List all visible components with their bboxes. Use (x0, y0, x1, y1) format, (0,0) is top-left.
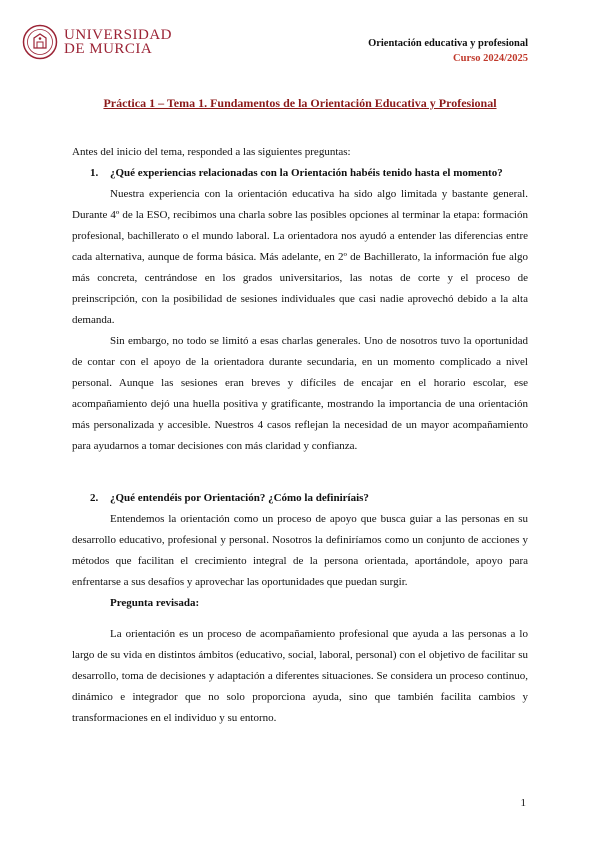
question-text: ¿Qué experiencias relacionadas con la Orientación habéis tenido hasta el momento? (110, 167, 503, 179)
document-title: Práctica 1 – Tema 1. Fundamentos de la Orientación Educativa y Profesional (103, 96, 497, 110)
university-name-line2: DE MURCIA (64, 41, 153, 57)
question-1 (72, 163, 528, 184)
revised-label: Pregunta revisada: (110, 597, 200, 609)
question-text: ¿Qué entendéis por Orientación? ¿Cómo la definiríais? (110, 492, 369, 504)
university-seal-icon (22, 24, 58, 60)
page-number: 1 (520, 797, 526, 809)
university-name-line1: UNIVERSIDAD (64, 27, 172, 43)
revised-paragraph: La orientación es un proceso de acompañamiento profesional que ayuda a las personas a lo largo de su vida en distintos ámbitos (educativo, social, laboral, personal) con el objetivo de facilitar su desarrollo, toma de decisiones y adaptación a diferentes situaciones. Se considera un proceso continuo, dinámico e integrador que no solo proporciona ayuda, sino que también facilita cambios y transformaciones en el individuo y su entorno. (72, 628, 528, 724)
subject-name: Orientación educativa y profesional (368, 38, 528, 49)
answer-paragraph: Nuestra experiencia con la orientación educativa ha sido algo limitada y bastante general. Durante 4º de la ESO, recibimos una charla sobre las posibles opciones al terminar la etapa: formación profesional, bachillerato o el mundo laboral. La orientadora nos ayudó a entender las diferencias entre cada alternativa, aunque de forma básica. Más adelante, en 2º de Bachillerato, la información fue algo más concreta, centrándose en los grados universitarios, las notas de corte y el proceso de preinscripción, con la posibilidad de sesiones individuales que casi nadie aprovechó debido a la alta demanda. (72, 188, 528, 326)
course-year: Curso 2024/2025 (453, 53, 528, 64)
university-logo (22, 22, 172, 62)
question-number: 1. (90, 167, 99, 179)
answer-paragraph: Sin embargo, no todo se limitó a esas charlas generales. Uno de nosotros tuvo la oportunidad de contar con el apoyo de la orientadora durante secundaria, en un momento complicado a nivel personal. Aunque las sesiones eran breves y difíciles de encajar en el horario escolar, ese acompañamiento dejó una huella positiva y gratificante, mostrando la importancia de una orientación más personalizada y accesible. Nuestros 4 casos reflejan la necesidad de un mayor acompañamiento para ayudarnos a tomar decisiones con más claridad y confianza. (72, 335, 528, 452)
header-info (368, 36, 528, 66)
university-name (64, 28, 172, 56)
question-number: 2. (90, 492, 99, 504)
intro-text: Antes del inicio del tema, responded a las siguientes preguntas: (72, 146, 351, 158)
document-body (72, 142, 528, 729)
question-2 (72, 488, 528, 509)
answer-paragraph: Entendemos la orientación como un proceso de apoyo que busca guiar a las personas en su desarrollo educativo, profesional y personal. Nosotros la definiríamos como un conjunto de acciones y métodos que facilitan el crecimiento integral de la persona orientada, aportándole, apoyo para enfrentarse a sus desafíos y aprovechar las oportunidades que puedan surgir. (72, 513, 528, 588)
